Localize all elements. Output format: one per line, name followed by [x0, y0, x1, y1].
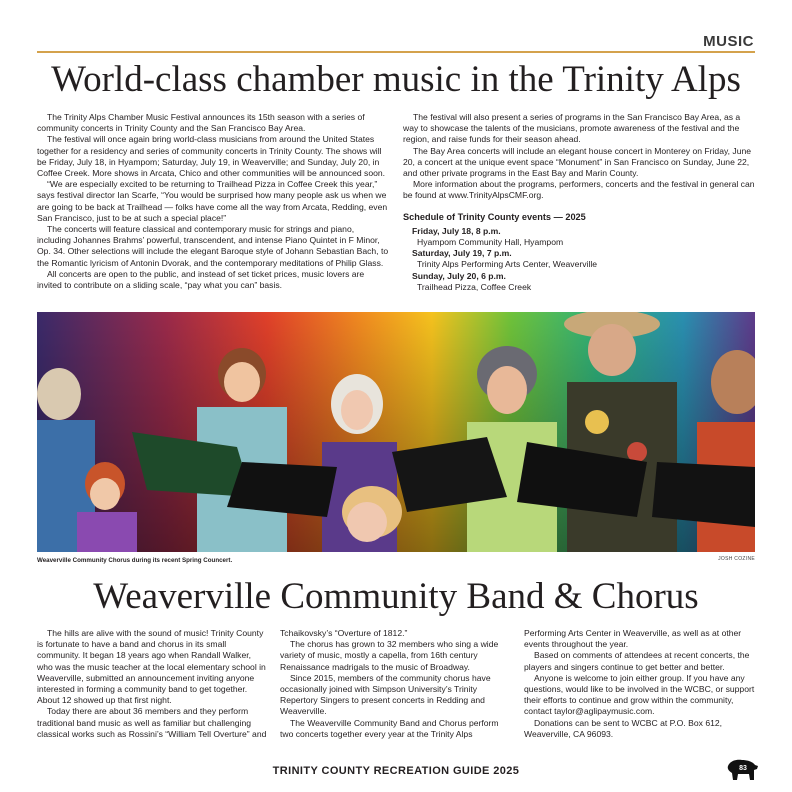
schedule-date: Friday, July 18, 8 p.m. — [412, 225, 501, 236]
section-label: MUSIC — [703, 33, 754, 50]
paragraph: Anyone is welcome to join either group. If you have any questions, would like to be involved in the WCBC, or support their efforts to continue and grow within the community, contact taylor@aglipaymusic.com. — [524, 672, 755, 717]
paragraph: The Trinity Alps Chamber Music Festival announces its 15th season with a series of community concerts in Trinity County and the San Francisco Bay Area. — [37, 112, 365, 134]
schedule-item — [412, 271, 755, 293]
photo-credit: JOSH COZINE — [718, 556, 755, 562]
paragraph: Tchaikovsky’s “Overture of 1812.” — [280, 628, 408, 638]
schedule-date: Saturday, July 19, 7 p.m. — [412, 248, 512, 259]
article-column-1 — [37, 112, 389, 291]
paragraph: The chorus has grown to 32 members who sing a wide variety of music, mostly a capella, from 16th century Renaissance madrigals to the music of Broadway. — [280, 639, 499, 672]
article-column-1 — [37, 628, 267, 740]
music-folder — [652, 462, 755, 527]
article-headline: World-class chamber music in the Trinity Alps — [51, 59, 741, 100]
article-headline: Weaverville Community Band & Chorus — [93, 576, 699, 617]
paragraph: The Bay Area concerts will include an elegant house concert in Monterey on Friday, June 20, a concert at the unique event space “Monument” in San Francisco on Sunday, June 22, and other private programs in the East Bay and Marin County. — [403, 145, 752, 179]
paragraph: More information about the programs, performers, concerts and the festival in general can be found at www.TrinityAlpsCMF.org. — [403, 179, 755, 201]
schedule-item — [412, 248, 755, 270]
paragraph: Donations can be sent to WCBC at P.O. Box 612, Weaverville, CA 96093. — [524, 717, 723, 739]
schedule-place: Hyampom Community Hall, Hyampom — [417, 237, 564, 248]
paragraph: The concerts will feature classical and contemporary music for strings and piano, including Johannes Brahms’ powerful, transcendent, and intense Piano Quintet in F Minor, Op. 34. Other selections will include the elegant Baroque style of Johann Sebastian Bach, to the Romantic lyricism of Antonin Dvorak, and the contemporary meditations of Philip Glass. — [37, 224, 389, 268]
footer-title: TRINITY COUNTY RECREATION GUIDE 2025 — [272, 765, 520, 777]
schedule-place: Trailhead Pizza, Coffee Creek — [417, 281, 532, 292]
paragraph: The festival will also present a series of programs in the San Francisco Bay Area, as a way to showcase the talents of the musicians, promote awareness of the festival and the region, and raise funds for their season ahead. — [403, 112, 741, 145]
paragraph: Today there are about 36 members and they perform traditional band music as well as familiar but challenging classical works such as Rossini’s “William Tell Overture” and — [37, 706, 267, 739]
page-number-badge — [726, 756, 760, 782]
section-rule — [37, 51, 755, 53]
paragraph: The hills are alive with the sound of music! Trinity County is fortunate to have a band and chorus in its small community. It began 18 years ago when Randall Walker, who was the music teacher at the local elementary school in Weaverville, submitted an announcement inviting anyone interested in forming a community band to get together. About 12 showed up that first night. — [37, 628, 266, 706]
paragraph: Based on comments of attendees at recent concerts, the players and singers continue to get better and better. — [524, 650, 750, 672]
schedule-item — [412, 226, 755, 248]
article-column-2 — [280, 628, 510, 740]
chorus-photo — [37, 312, 755, 552]
paragraph: All concerts are open to the public, and instead of set ticket prices, music lovers are invited to contribute on a sliding scale, “pay what you can” basis. — [37, 268, 365, 291]
paragraph: Since 2015, members of the community chorus have occasionally joined with Simpson University’s Trinity Repertory Singers to present concerts in Redding and Weaverville. — [280, 672, 491, 717]
photo-caption: Weaverville Community Chorus during its recent Spring Councert. — [37, 557, 233, 564]
article-column-3 — [524, 628, 755, 740]
paragraph: “We are especially excited to be returning to Trailhead Pizza in Coffee Creek this year,” says festival director Ian Scarfe, “You would be surprised how many people ask us when we are going to be back at Trailhead — folks have come all the way from Arcata, Redding, even San Francisco, just to be at such a special place!” — [37, 179, 388, 223]
schedule-title: Schedule of Trinity County events — 2025 — [403, 211, 586, 222]
article-column-2 — [403, 112, 755, 293]
paragraph: The Weaverville Community Band and Chorus perform two concerts together every year at the Trinity Alps — [280, 717, 499, 739]
schedule-date: Sunday, July 20, 6 p.m. — [412, 270, 506, 281]
paragraph: Performing Arts Center in Weaverville, as well as at other events throughout the year. — [524, 628, 742, 650]
schedule-place: Trinity Alps Performing Arts Center, Weaverville — [417, 259, 598, 270]
page-number: 83 — [739, 765, 747, 772]
paragraph: The festival will once again bring world-class musicians from around the United States together for a residency and series of community concerts in Trinity County. The shows will be Friday, July 18, in Hyampom; Saturday, July 19, in Weaverville; and Sunday, July 20, in Coffee Creek. More shows in Arcata, Chico and other communities will be announced soon. — [37, 134, 386, 179]
